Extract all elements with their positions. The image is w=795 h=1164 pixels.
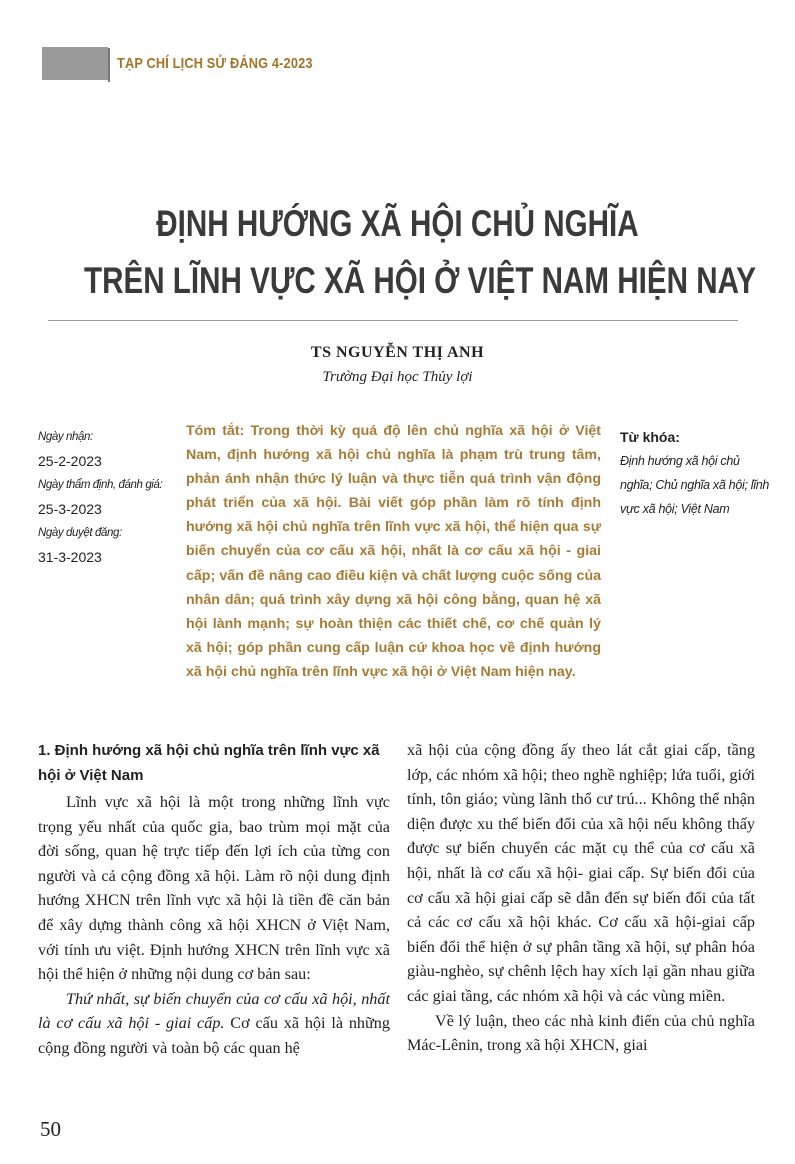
journal-name: TẠP CHÍ LỊCH SỬ ĐẢNG 4-2023	[117, 55, 313, 72]
italic-lead: Thứ nhất, sự biến chuyển của cơ cấu xã hội, nhất là cơ cấu xã hội - giai cấp.	[38, 989, 390, 1033]
author-name: TS NGUYỄN THỊ ANH	[310, 344, 485, 361]
header-bar	[42, 47, 108, 80]
approved-label: Ngày duyệt đăng:	[38, 527, 122, 539]
received-label: Ngày nhận:	[38, 431, 93, 443]
reviewed-label: Ngày thẩm định, đánh giá:	[38, 479, 163, 491]
received-date: 25-2-2023	[38, 453, 102, 469]
header-rule	[108, 48, 110, 82]
paragraph	[38, 987, 390, 1061]
article-title-line-2: TRÊN LĨNH VỰC XÃ HỘI Ở VIỆT NAM HIỆN NAY	[84, 260, 757, 301]
paragraph: Lĩnh vực xã hội là một trong những lĩnh vực trọng yếu nhất của quốc gia, bao trùm mọi mặt của đời sống, quan hệ trực tiếp đến lợi ích của từng con người và cả cộng đồng xã hội. Làm rõ nội dung định hướng XHCN trên lĩnh vực xã hội là tiền đề căn bản để xây dựng thành công xã hội XHCN ở Việt Nam, với tính ưu việt. Định hướng XHCN trên lĩnh vực xã hội thể hiện ở những nội dung cơ bản sau:	[38, 793, 390, 984]
keywords-text: Định hướng xã hội chủ nghĩa; Chủ nghĩa xã hội; lĩnh vực xã hội; Việt Nam	[620, 454, 770, 516]
approved-date: 31-3-2023	[38, 549, 102, 565]
body-column-left	[38, 738, 390, 1061]
abstract: Tóm tắt: Trong thời kỳ quá độ lên chủ nghĩa xã hội ở Việt Nam, định hướng xã hội chủ nghĩa là phạm trù trung tâm, phản ánh nhận thức lý luận và thực tiễn quá trình vận động phát triển của xã hội. Bài viết góp phần làm rõ tính định hướng xã hội chủ nghĩa trên lĩnh vực xã hội, thể hiện qua sự biến chuyển của cơ cấu xã hội, nhất là cơ cấu xã hội - giai cấp; vấn đề nâng cao điều kiện và chất lượng cuộc sống của nhân dân; quá trình xây dựng xã hội công bằng, quan hệ xã hội lành mạnh; sự hoàn thiện các thiết chế, cơ chế quản lý xã hội; góp phần cung cấp luận cứ khoa học về định hướng xã hội chủ nghĩa trên lĩnh vực xã hội ở Việt Nam hiện nay.	[186, 423, 601, 680]
title-divider	[48, 320, 738, 321]
body-column-right	[407, 738, 755, 1058]
article-title-line-1: ĐỊNH HƯỚNG XÃ HỘI CHỦ NGHĨA	[156, 203, 639, 244]
paragraph: Về lý luận, theo các nhà kinh điển của chủ nghĩa Mác-Lênin, trong xã hội XHCN, giai	[407, 1011, 755, 1055]
reviewed-date: 25-3-2023	[38, 501, 102, 517]
article-dates	[38, 425, 178, 569]
keywords-label: Từ khóa:	[620, 429, 680, 445]
paragraph-text: Cơ cấu xã hội là những cộng đồng người và toàn bộ các quan hệ	[38, 1014, 390, 1057]
page-number: 50	[40, 1117, 61, 1141]
paragraph: xã hội của cộng đồng ấy theo lát cắt giai cấp, tầng lớp, các nhóm xã hội; theo nghề nghiệp; lứa tuổi, giới tính, tôn giáo; vùng lãnh thổ cư trú... Không thể nhận diện được xu thế biến đổi của xã hội nếu không thấy được sự biến chuyển các mặt cụ thể của cơ cấu xã hội, nhất là cơ cấu xã hội- giai cấp. Sự biến đổi của cơ cấu xã hội giai cấp sẽ dẫn đến sự biến đổi của tất cả các cơ cấu xã hội khác. Cơ cấu xã hội-giai cấp biến đổi thể hiện ở sự phân tầng xã hội, sự phân hóa giàu-nghèo, sự chênh lệch hay xích lại gần nhau giữa các giai tầng, các nhóm xã hội và các vùng miền.	[407, 741, 755, 1005]
section-heading: 1. Định hướng xã hội chủ nghĩa trên lĩnh vực xã hội ở Việt Nam	[38, 742, 380, 784]
keywords	[620, 425, 770, 521]
author-affiliation: Trường Đại học Thủy lợi	[322, 369, 473, 385]
